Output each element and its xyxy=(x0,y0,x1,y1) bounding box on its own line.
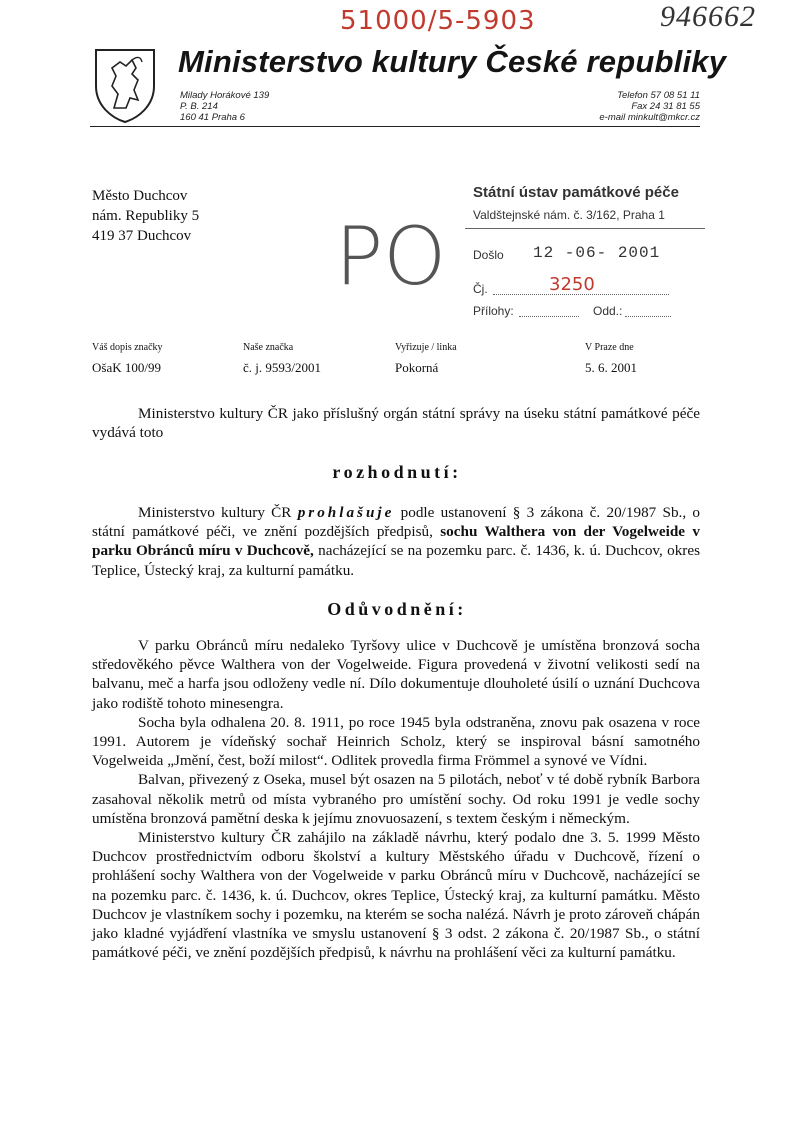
stamp-ref-label: Čj. xyxy=(473,282,488,296)
reasoning-paragraph: Ministerstvo kultury ČR zahájilo na základě návrhu, který podalo dne 3. 5. 1999 Město Duchcov prostřednictvím odboru školství a kultury Městského úřadu v Duchcově, řízení o prohlášení sochy Walthera von der Vogelweide v parku Obránců míru v Duchcově, nacházející se na pozemku parc. č. 1436, k. ú. Duchcov, okres Teplice, Ústecký kraj, za kulturní památku. Město Duchcov je vlastníkem sochy i pozemku, na kterém se socha nalézá. Návrh je proto zároveň chápán jako kladné vyjádření vlastníka ve smyslu ustanovení § 3 odst. 2 zákona č. 20/1987 Sb., o státní památkové péči, ve znění pozdějších předpisů, k návrhu na prohlášení věci za kulturní památku. xyxy=(92,829,700,962)
header-divider xyxy=(90,126,700,127)
stamp-divider xyxy=(465,228,705,229)
decision-text: Ministerstvo kultury ČR xyxy=(138,504,298,521)
stamp-institution: Státní ústav památkové péče xyxy=(473,184,679,201)
place-date-label: V Praze dne xyxy=(585,342,634,353)
ministry-contacts xyxy=(599,90,700,123)
decision-verb: prohlašuje xyxy=(297,504,395,521)
address-line: 160 41 Praha 6 xyxy=(180,112,245,123)
handwritten-corner-number: 946662 xyxy=(660,0,756,33)
handled-by-label: Vyřizuje / linka xyxy=(395,342,457,353)
stamp-received-date: 12 -06- 2001 xyxy=(533,244,661,262)
ministry-title: Ministerstvo kultury České republiky xyxy=(178,44,727,79)
recipient-address xyxy=(92,186,199,246)
decision-text: podle ustanovení § 3 zákona č. 20/1987 Sb., o státní památkové péči, ve znění pozdějších předpisů, xyxy=(92,504,701,541)
stamp-attachments-label: Přílohy: xyxy=(473,304,514,318)
reasoning-heading: Odůvodnění: xyxy=(327,599,467,619)
your-ref-label: Váš dopis značky xyxy=(92,342,163,353)
recipient-line: Město Duchcov xyxy=(92,188,188,204)
phone: Telefon 57 08 51 11 xyxy=(617,90,700,101)
stamp-received-label: Došlo xyxy=(473,248,504,262)
ministry-address xyxy=(180,90,269,123)
reasoning-section xyxy=(92,636,700,962)
handwritten-initials: PO xyxy=(335,210,447,303)
email: e-mail minkult@mkcr.cz xyxy=(599,112,700,123)
coat-of-arms-logo xyxy=(92,46,158,124)
handwritten-file-number: 51000/5-5903 xyxy=(340,6,536,36)
your-ref: OšaK 100/99 xyxy=(92,360,161,375)
decision-subject: sochu Walthera von der Vogelweide v parku Obránců míru v Duchcově, xyxy=(92,523,700,560)
reasoning-paragraph: V parku Obránců míru nedaleko Tyršovy ulice v Duchcově je umístěna bronzová socha středověkého pěvce Walthera von der Vogelweide. Figura provedená v životní velikosti sedí na balvanu, meč a harfa jsou odloženy vedle ní. Dílo dokumentuje dlouholeté úsilí o uznání Duchcova jako rodiště tohoto minesengra. xyxy=(92,637,700,712)
stamp-sheets-line xyxy=(625,316,671,317)
our-ref: č. j. 9593/2001 xyxy=(243,360,321,375)
recipient-line: 419 37 Duchcov xyxy=(92,228,192,244)
our-ref-label: Naše značka xyxy=(243,342,294,353)
fax: Fax 24 31 81 55 xyxy=(631,101,700,112)
stamp-ref-value: 3250 xyxy=(549,274,595,295)
reasoning-paragraph: Balvan, přivezený z Oseka, musel být osazen na 5 pilotách, neboť v té době rybník Barbora zasahoval několik metrů od místa vybraného pro umístění sochy. Od roku 1991 je vedle sochy umístěna bronzová pamětní deska k jejímu znovuosazení, s textem českým i německým. xyxy=(92,771,700,827)
handled-by: Pokorná xyxy=(395,360,439,375)
decision-paragraph xyxy=(92,503,700,580)
stamp-attachments-line xyxy=(519,316,579,317)
intro-paragraph: Ministerstvo kultury ČR jako příslušný orgán státní správy na úseku státní památkové péče vydává toto xyxy=(92,405,700,442)
address-line: P. B. 214 xyxy=(180,101,218,112)
decision-heading: rozhodnutí: xyxy=(332,462,462,482)
address-line: Milady Horákové 139 xyxy=(180,90,270,101)
place-date: 5. 6. 2001 xyxy=(585,360,637,375)
stamp-address: Valdštejnské nám. č. 3/162, Praha 1 xyxy=(473,208,665,222)
stamp-sheets-label: Odd.: xyxy=(593,304,623,318)
decision-text: nacházející se na pozemku parc. č. 1436, k. ú. Duchcov, okres Teplice, Ústecký kraj, za kulturní památku. xyxy=(92,542,701,579)
received-stamp xyxy=(465,180,705,325)
recipient-line: nám. Republiky 5 xyxy=(92,208,200,224)
reasoning-paragraph: Socha byla odhalena 20. 8. 1911, po roce 1945 byla odstraněna, znovu pak osazena v roce 1991. Autorem je vídeňský sochař Heinrich Scholz, který se inspiroval básní samotného Vogelweida „Jmění, čest, boží milost“. Odlitek provedla firma Frömmel a synové ve Vídni. xyxy=(92,713,700,770)
